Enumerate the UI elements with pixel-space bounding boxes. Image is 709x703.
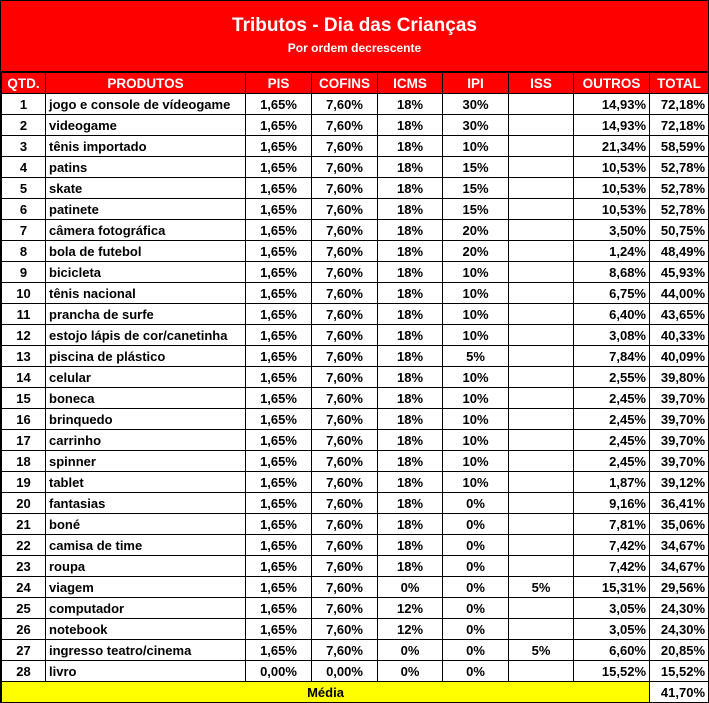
cell-cofins: 7,60% — [312, 367, 378, 388]
cell-icms: 0% — [378, 577, 443, 598]
cell-total: 36,41% — [650, 493, 709, 514]
cell-total: 34,67% — [650, 535, 709, 556]
cell-ipi: 0% — [443, 577, 509, 598]
table-row — [2, 661, 709, 682]
cell-ipi: 10% — [443, 430, 509, 451]
cell-cofins: 7,60% — [312, 451, 378, 472]
cell-ipi: 10% — [443, 367, 509, 388]
cell-ipi: 20% — [443, 241, 509, 262]
cell-icms: 18% — [378, 178, 443, 199]
cell-produtos: skate — [46, 178, 246, 199]
cell-cofins: 7,60% — [312, 409, 378, 430]
cell-outros: 2,45% — [574, 451, 650, 472]
cell-pis: 1,65% — [246, 577, 312, 598]
cell-total: 52,78% — [650, 157, 709, 178]
cell-produtos: livro — [46, 661, 246, 682]
cell-total: 52,78% — [650, 199, 709, 220]
cell-icms: 12% — [378, 619, 443, 640]
cell-qtd: 17 — [2, 430, 46, 451]
page-title: Tributos - Dia das Crianças — [232, 15, 477, 36]
cell-total: 29,56% — [650, 577, 709, 598]
cell-ipi: 0% — [443, 493, 509, 514]
cell-outros: 2,45% — [574, 388, 650, 409]
cell-produtos: notebook — [46, 619, 246, 640]
table-row — [2, 325, 709, 346]
cell-qtd: 24 — [2, 577, 46, 598]
cell-cofins: 7,60% — [312, 514, 378, 535]
cell-cofins: 7,60% — [312, 199, 378, 220]
page-subtitle: Por ordem decrescente — [287, 41, 422, 55]
cell-total: 58,59% — [650, 136, 709, 157]
cell-icms: 18% — [378, 409, 443, 430]
table-row — [2, 430, 709, 451]
cell-ipi: 0% — [443, 640, 509, 661]
cell-ipi: 20% — [443, 220, 509, 241]
cell-total: 39,70% — [650, 430, 709, 451]
cell-icms: 18% — [378, 157, 443, 178]
cell-qtd: 26 — [2, 619, 46, 640]
table-row — [2, 346, 709, 367]
cell-outros: 2,45% — [574, 430, 650, 451]
cell-produtos: jogo e console de vídeogame — [46, 94, 246, 115]
cell-iss — [509, 262, 574, 283]
cell-qtd: 9 — [2, 262, 46, 283]
cell-ipi: 30% — [443, 115, 509, 136]
cell-produtos: patins — [46, 157, 246, 178]
cell-ipi: 10% — [443, 262, 509, 283]
cell-ipi: 15% — [443, 199, 509, 220]
cell-outros: 15,52% — [574, 661, 650, 682]
table-row — [2, 619, 709, 640]
table-row — [2, 388, 709, 409]
cell-outros: 3,05% — [574, 598, 650, 619]
cell-ipi: 15% — [443, 157, 509, 178]
cell-icms: 18% — [378, 388, 443, 409]
cell-cofins: 7,60% — [312, 598, 378, 619]
cell-total: 24,30% — [650, 598, 709, 619]
cell-produtos: ingresso teatro/cinema — [46, 640, 246, 661]
cell-ipi: 10% — [443, 451, 509, 472]
table-row — [2, 472, 709, 493]
cell-outros: 3,50% — [574, 220, 650, 241]
cell-qtd: 12 — [2, 325, 46, 346]
cell-outros: 15,31% — [574, 577, 650, 598]
cell-iss — [509, 94, 574, 115]
cell-outros: 10,53% — [574, 199, 650, 220]
cell-iss: 5% — [509, 577, 574, 598]
cell-cofins: 7,60% — [312, 304, 378, 325]
cell-cofins: 7,60% — [312, 388, 378, 409]
cell-iss — [509, 451, 574, 472]
cell-ipi: 5% — [443, 346, 509, 367]
cell-iss — [509, 619, 574, 640]
cell-iss — [509, 136, 574, 157]
cell-iss — [509, 220, 574, 241]
cell-cofins: 7,60% — [312, 556, 378, 577]
table-row — [2, 451, 709, 472]
cell-iss — [509, 199, 574, 220]
cell-icms: 0% — [378, 661, 443, 682]
cell-qtd: 15 — [2, 388, 46, 409]
cell-icms: 18% — [378, 493, 443, 514]
cell-icms: 18% — [378, 199, 443, 220]
cell-outros: 6,75% — [574, 283, 650, 304]
cell-cofins: 7,60% — [312, 493, 378, 514]
cell-pis: 1,65% — [246, 619, 312, 640]
cell-cofins: 7,60% — [312, 325, 378, 346]
table-row — [2, 493, 709, 514]
cell-ipi: 15% — [443, 178, 509, 199]
cell-produtos: roupa — [46, 556, 246, 577]
cell-cofins: 7,60% — [312, 346, 378, 367]
cell-produtos: bicicleta — [46, 262, 246, 283]
cell-produtos: boné — [46, 514, 246, 535]
cell-outros: 1,24% — [574, 241, 650, 262]
cell-produtos: tablet — [46, 472, 246, 493]
column-header-produtos: PRODUTOS — [46, 73, 246, 94]
cell-pis: 1,65% — [246, 94, 312, 115]
cell-cofins: 7,60% — [312, 640, 378, 661]
cell-iss — [509, 472, 574, 493]
cell-ipi: 0% — [443, 598, 509, 619]
cell-pis: 1,65% — [246, 304, 312, 325]
cell-qtd: 6 — [2, 199, 46, 220]
cell-qtd: 5 — [2, 178, 46, 199]
cell-total: 44,00% — [650, 283, 709, 304]
cell-icms: 18% — [378, 367, 443, 388]
cell-pis: 1,65% — [246, 346, 312, 367]
cell-iss — [509, 430, 574, 451]
column-header-pis: PIS — [246, 73, 312, 94]
table-row — [2, 514, 709, 535]
cell-pis: 1,65% — [246, 640, 312, 661]
cell-total: 50,75% — [650, 220, 709, 241]
cell-cofins: 7,60% — [312, 577, 378, 598]
table-body — [2, 94, 709, 682]
column-header-qtd: QTD. — [2, 73, 46, 94]
table-row — [2, 598, 709, 619]
cell-total: 39,70% — [650, 409, 709, 430]
cell-cofins: 7,60% — [312, 115, 378, 136]
table-row — [2, 199, 709, 220]
cell-cofins: 7,60% — [312, 157, 378, 178]
cell-ipi: 30% — [443, 94, 509, 115]
cell-qtd: 28 — [2, 661, 46, 682]
cell-outros: 3,08% — [574, 325, 650, 346]
table-row — [2, 157, 709, 178]
cell-outros: 14,93% — [574, 94, 650, 115]
cell-qtd: 2 — [2, 115, 46, 136]
cell-outros: 2,55% — [574, 367, 650, 388]
cell-qtd: 16 — [2, 409, 46, 430]
cell-produtos: tênis nacional — [46, 283, 246, 304]
cell-pis: 1,65% — [246, 283, 312, 304]
cell-total: 40,33% — [650, 325, 709, 346]
cell-qtd: 21 — [2, 514, 46, 535]
cell-total: 39,70% — [650, 388, 709, 409]
cell-ipi: 0% — [443, 514, 509, 535]
cell-qtd: 4 — [2, 157, 46, 178]
average-value: 41,70% — [650, 682, 709, 703]
cell-cofins: 7,60% — [312, 220, 378, 241]
cell-iss — [509, 409, 574, 430]
column-header-iss: ISS — [509, 73, 574, 94]
cell-qtd: 23 — [2, 556, 46, 577]
cell-produtos: brinquedo — [46, 409, 246, 430]
cell-pis: 1,65% — [246, 115, 312, 136]
cell-ipi: 10% — [443, 325, 509, 346]
cell-produtos: carrinho — [46, 430, 246, 451]
cell-iss — [509, 367, 574, 388]
cell-produtos: boneca — [46, 388, 246, 409]
cell-produtos: computador — [46, 598, 246, 619]
cell-outros: 1,87% — [574, 472, 650, 493]
cell-cofins: 7,60% — [312, 472, 378, 493]
cell-iss — [509, 388, 574, 409]
cell-pis: 1,65% — [246, 556, 312, 577]
cell-icms: 18% — [378, 115, 443, 136]
cell-iss — [509, 661, 574, 682]
cell-iss — [509, 325, 574, 346]
table-row — [2, 283, 709, 304]
cell-iss — [509, 283, 574, 304]
cell-outros: 6,60% — [574, 640, 650, 661]
cell-ipi: 0% — [443, 535, 509, 556]
table-row — [2, 304, 709, 325]
table-row — [2, 577, 709, 598]
title-banner — [1, 1, 708, 72]
cell-cofins: 0,00% — [312, 661, 378, 682]
cell-total: 40,09% — [650, 346, 709, 367]
cell-icms: 12% — [378, 598, 443, 619]
cell-total: 39,80% — [650, 367, 709, 388]
table-row — [2, 220, 709, 241]
cell-pis: 1,65% — [246, 325, 312, 346]
cell-produtos: piscina de plástico — [46, 346, 246, 367]
cell-total: 20,85% — [650, 640, 709, 661]
cell-total: 48,49% — [650, 241, 709, 262]
column-header-cofins: COFINS — [312, 73, 378, 94]
cell-produtos: prancha de surfe — [46, 304, 246, 325]
cell-icms: 18% — [378, 451, 443, 472]
cell-cofins: 7,60% — [312, 430, 378, 451]
table-row — [2, 115, 709, 136]
column-header-ipi: IPI — [443, 73, 509, 94]
cell-iss — [509, 178, 574, 199]
cell-total: 45,93% — [650, 262, 709, 283]
cell-pis: 1,65% — [246, 241, 312, 262]
column-header-icms: ICMS — [378, 73, 443, 94]
cell-produtos: fantasias — [46, 493, 246, 514]
cell-produtos: spinner — [46, 451, 246, 472]
cell-icms: 18% — [378, 136, 443, 157]
cell-pis: 1,65% — [246, 178, 312, 199]
cell-pis: 1,65% — [246, 451, 312, 472]
cell-pis: 1,65% — [246, 157, 312, 178]
table-row — [2, 556, 709, 577]
table-row — [2, 241, 709, 262]
cell-icms: 18% — [378, 94, 443, 115]
cell-cofins: 7,60% — [312, 619, 378, 640]
cell-total: 43,65% — [650, 304, 709, 325]
cell-outros: 7,84% — [574, 346, 650, 367]
cell-ipi: 10% — [443, 136, 509, 157]
column-header-total: TOTAL — [650, 73, 709, 94]
cell-icms: 18% — [378, 262, 443, 283]
cell-produtos: camisa de time — [46, 535, 246, 556]
cell-icms: 18% — [378, 304, 443, 325]
table-row — [2, 367, 709, 388]
cell-qtd: 19 — [2, 472, 46, 493]
cell-outros: 9,16% — [574, 493, 650, 514]
cell-icms: 18% — [378, 220, 443, 241]
cell-produtos: celular — [46, 367, 246, 388]
cell-pis: 1,65% — [246, 262, 312, 283]
cell-iss — [509, 598, 574, 619]
cell-outros: 14,93% — [574, 115, 650, 136]
cell-pis: 1,65% — [246, 136, 312, 157]
cell-qtd: 18 — [2, 451, 46, 472]
cell-iss — [509, 304, 574, 325]
cell-qtd: 14 — [2, 367, 46, 388]
cell-outros: 21,34% — [574, 136, 650, 157]
column-header-outros: OUTROS — [574, 73, 650, 94]
cell-total: 35,06% — [650, 514, 709, 535]
cell-qtd: 25 — [2, 598, 46, 619]
cell-iss — [509, 514, 574, 535]
cell-pis: 1,65% — [246, 199, 312, 220]
cell-cofins: 7,60% — [312, 241, 378, 262]
cell-produtos: tênis importado — [46, 136, 246, 157]
cell-iss — [509, 241, 574, 262]
cell-outros: 3,05% — [574, 619, 650, 640]
cell-produtos: viagem — [46, 577, 246, 598]
cell-qtd: 10 — [2, 283, 46, 304]
cell-pis: 1,65% — [246, 472, 312, 493]
table-row — [2, 178, 709, 199]
cell-outros: 2,45% — [574, 409, 650, 430]
cell-icms: 18% — [378, 346, 443, 367]
cell-icms: 18% — [378, 472, 443, 493]
cell-outros: 7,81% — [574, 514, 650, 535]
cell-total: 39,12% — [650, 472, 709, 493]
cell-total: 52,78% — [650, 178, 709, 199]
cell-total: 24,30% — [650, 619, 709, 640]
cell-total: 15,52% — [650, 661, 709, 682]
cell-pis: 1,65% — [246, 430, 312, 451]
cell-ipi: 0% — [443, 661, 509, 682]
cell-qtd: 13 — [2, 346, 46, 367]
cell-qtd: 27 — [2, 640, 46, 661]
cell-cofins: 7,60% — [312, 262, 378, 283]
cell-total: 39,70% — [650, 451, 709, 472]
table-row — [2, 262, 709, 283]
average-label: Média — [2, 682, 650, 703]
cell-iss — [509, 115, 574, 136]
cell-iss — [509, 157, 574, 178]
cell-total: 72,18% — [650, 94, 709, 115]
cell-iss — [509, 346, 574, 367]
cell-qtd: 11 — [2, 304, 46, 325]
cell-ipi: 10% — [443, 472, 509, 493]
cell-ipi: 10% — [443, 409, 509, 430]
cell-produtos: bola de futebol — [46, 241, 246, 262]
cell-iss — [509, 556, 574, 577]
cell-icms: 18% — [378, 241, 443, 262]
cell-total: 34,67% — [650, 556, 709, 577]
cell-ipi: 10% — [443, 388, 509, 409]
cell-qtd: 20 — [2, 493, 46, 514]
cell-cofins: 7,60% — [312, 136, 378, 157]
cell-pis: 1,65% — [246, 598, 312, 619]
cell-ipi: 0% — [443, 619, 509, 640]
cell-cofins: 7,60% — [312, 283, 378, 304]
cell-pis: 1,65% — [246, 220, 312, 241]
average-row — [2, 682, 709, 703]
cell-iss — [509, 493, 574, 514]
cell-pis: 0,00% — [246, 661, 312, 682]
cell-outros: 10,53% — [574, 178, 650, 199]
cell-iss — [509, 535, 574, 556]
cell-produtos: patinete — [46, 199, 246, 220]
cell-icms: 18% — [378, 325, 443, 346]
cell-icms: 18% — [378, 514, 443, 535]
cell-qtd: 8 — [2, 241, 46, 262]
table-row — [2, 640, 709, 661]
cell-produtos: estojo lápis de cor/canetinha — [46, 325, 246, 346]
table-header-row — [2, 73, 709, 94]
cell-pis: 1,65% — [246, 493, 312, 514]
cell-pis: 1,65% — [246, 514, 312, 535]
cell-qtd: 22 — [2, 535, 46, 556]
cell-pis: 1,65% — [246, 388, 312, 409]
cell-outros: 7,42% — [574, 535, 650, 556]
cell-ipi: 0% — [443, 556, 509, 577]
table-row — [2, 136, 709, 157]
table-row — [2, 535, 709, 556]
cell-pis: 1,65% — [246, 367, 312, 388]
cell-pis: 1,65% — [246, 409, 312, 430]
cell-pis: 1,65% — [246, 535, 312, 556]
cell-icms: 18% — [378, 556, 443, 577]
table-row — [2, 94, 709, 115]
cell-outros: 6,40% — [574, 304, 650, 325]
cell-icms: 18% — [378, 430, 443, 451]
cell-icms: 18% — [378, 535, 443, 556]
cell-cofins: 7,60% — [312, 94, 378, 115]
cell-qtd: 1 — [2, 94, 46, 115]
cell-ipi: 10% — [443, 283, 509, 304]
cell-icms: 0% — [378, 640, 443, 661]
table-row — [2, 409, 709, 430]
cell-produtos: câmera fotográfica — [46, 220, 246, 241]
cell-outros: 10,53% — [574, 157, 650, 178]
cell-icms: 18% — [378, 283, 443, 304]
cell-iss: 5% — [509, 640, 574, 661]
cell-cofins: 7,60% — [312, 178, 378, 199]
cell-cofins: 7,60% — [312, 535, 378, 556]
cell-qtd: 7 — [2, 220, 46, 241]
cell-produtos: videogame — [46, 115, 246, 136]
cell-total: 72,18% — [650, 115, 709, 136]
cell-ipi: 10% — [443, 304, 509, 325]
cell-qtd: 3 — [2, 136, 46, 157]
cell-outros: 8,68% — [574, 262, 650, 283]
tax-table — [1, 72, 709, 703]
cell-outros: 7,42% — [574, 556, 650, 577]
